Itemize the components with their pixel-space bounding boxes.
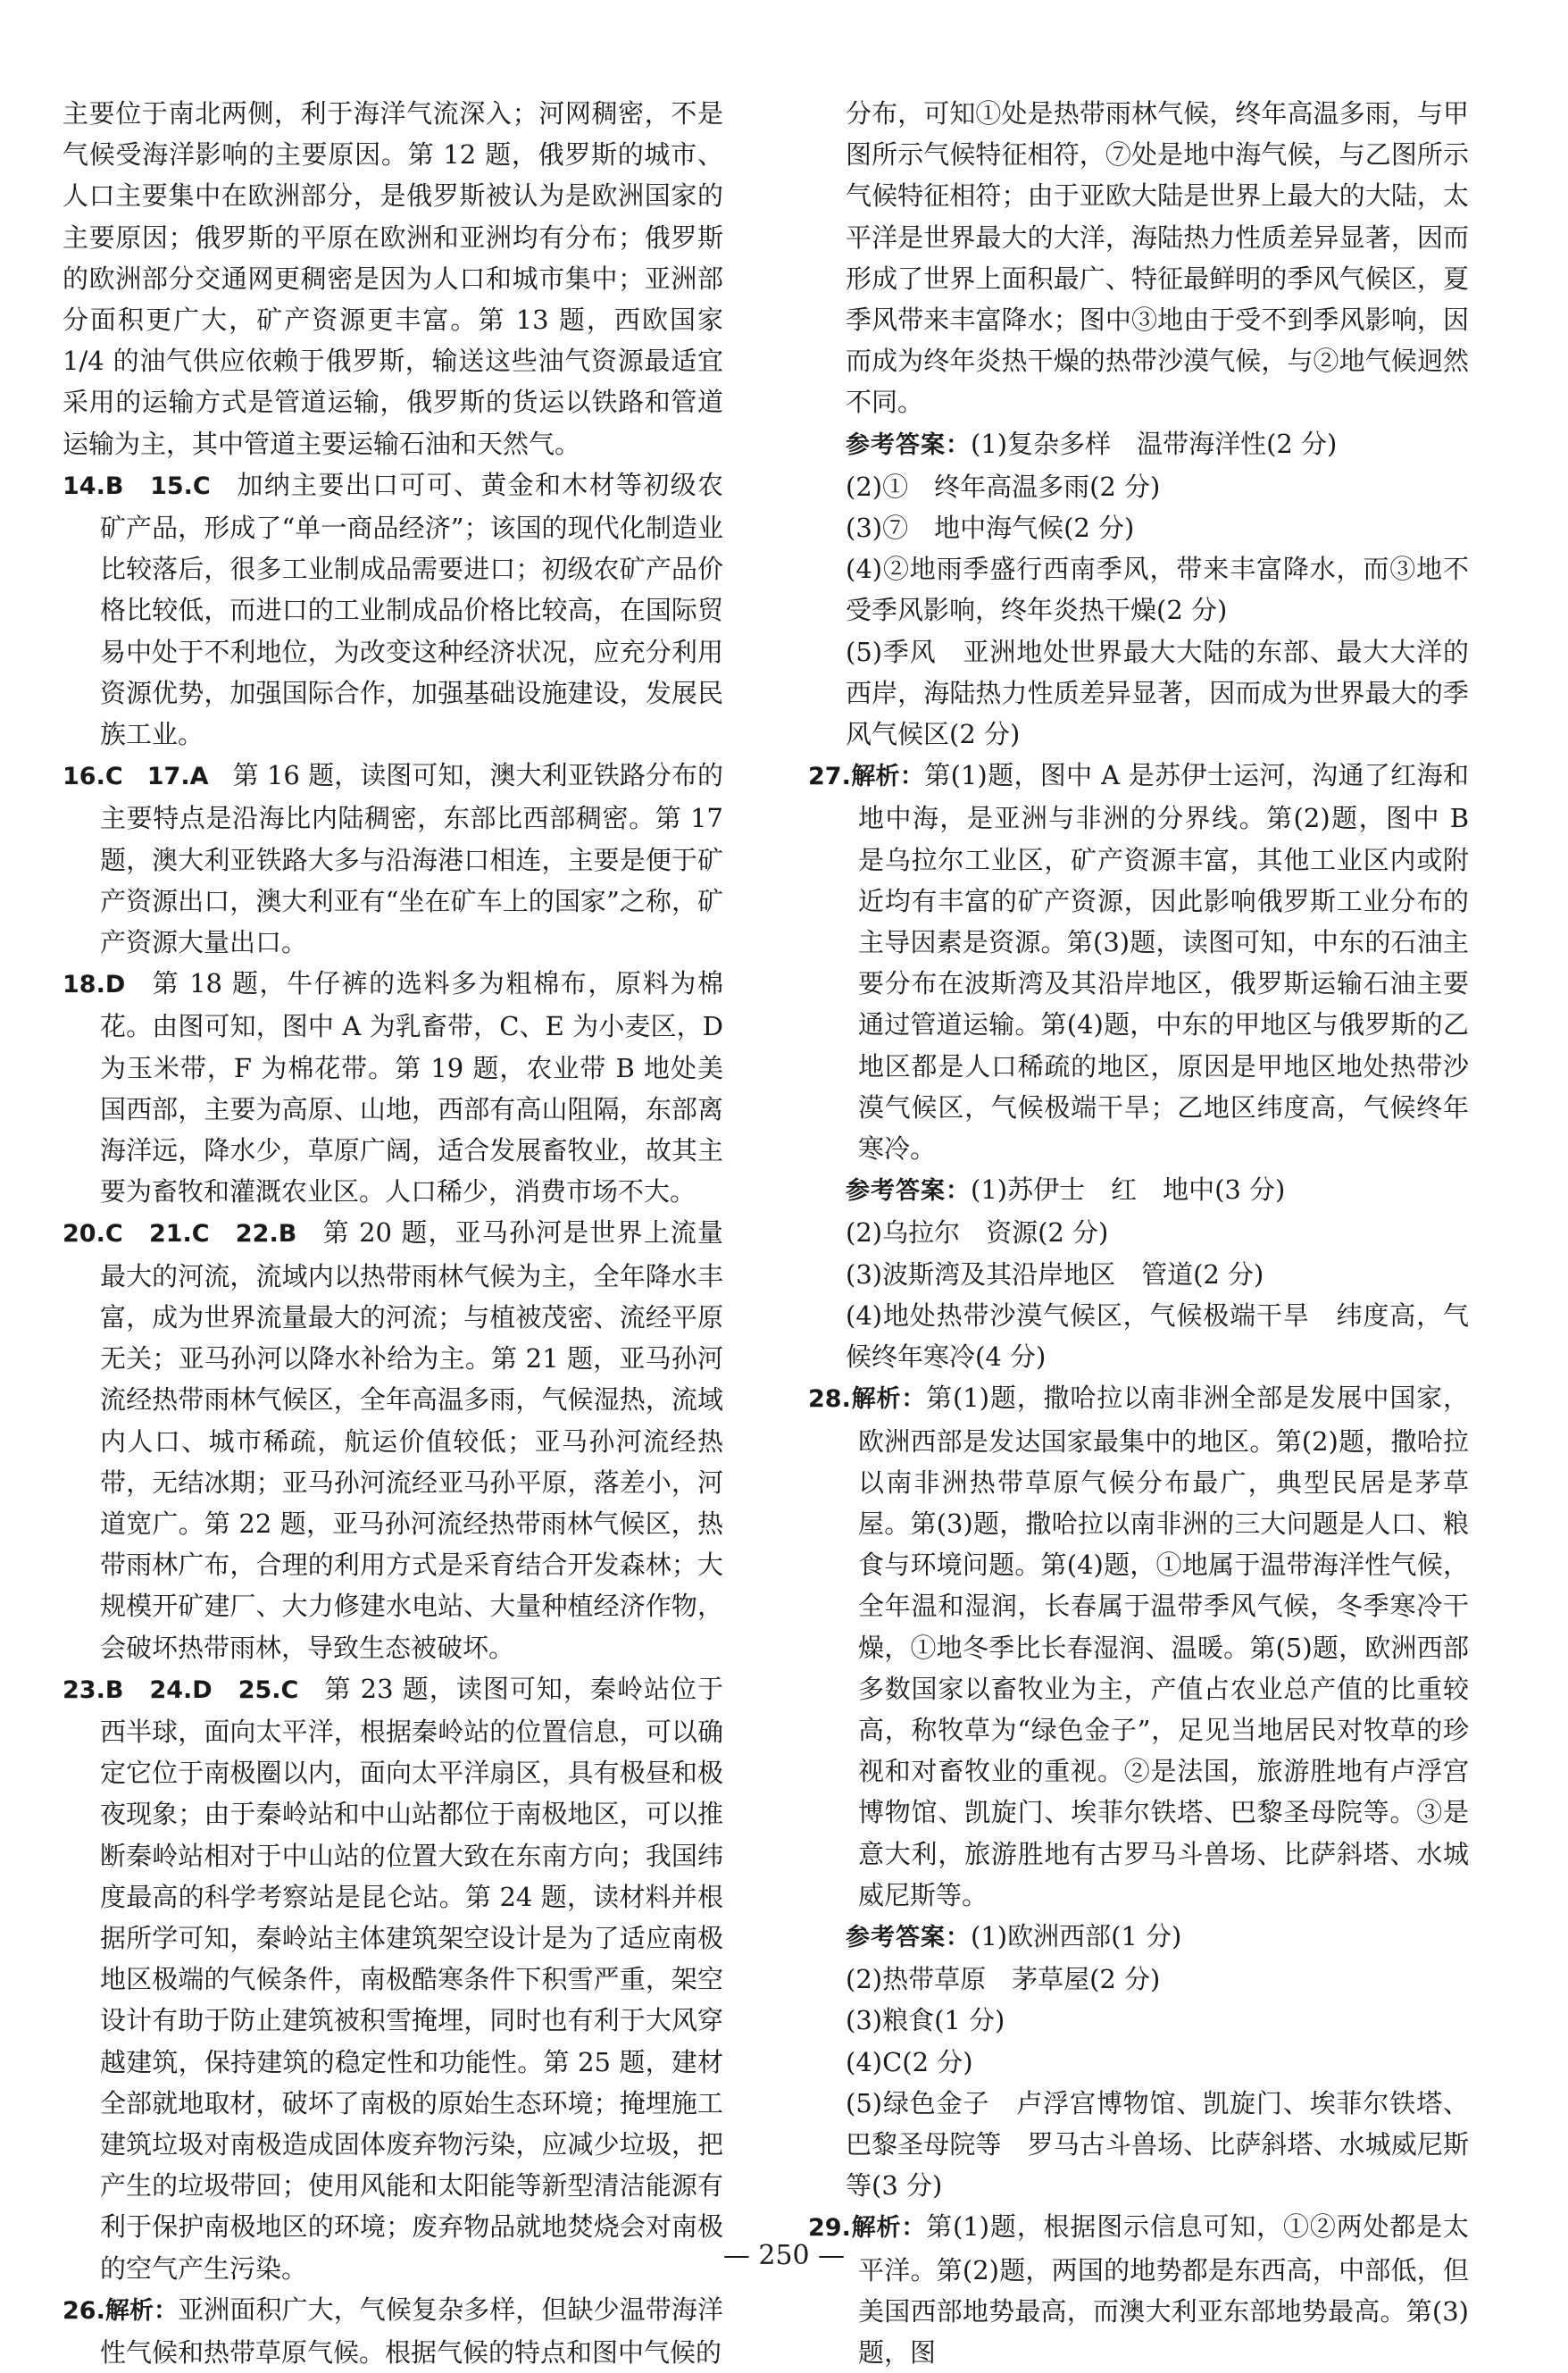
answer-14-15 bbox=[63, 464, 723, 755]
answer-27-analysis bbox=[808, 755, 1469, 1169]
answer-label: 16.C 17.A bbox=[63, 763, 233, 791]
answer-label: 18.D bbox=[63, 971, 153, 999]
answer-23-25 bbox=[63, 1668, 723, 2289]
reference-answer-item: (1)复杂多样 温带海洋性(2 分) bbox=[971, 428, 1338, 459]
answer-28-analysis bbox=[808, 1377, 1469, 1916]
answer-26-analysis bbox=[63, 2289, 723, 2373]
answer-explanation: 第 20 题，亚马孙河是世界上流量最大的河流，流域内以热带雨林气候为主，全年降水丰富，成为世界流量最大的河流；与植被茂密、流经平原无关；亚马孙河以降水补给为主。第 21 题，亚马孙河流经热带雨林气候区，全年高温多雨，气候湿热，流域内人口、城市稀疏，航运价值较低；亚马孙河流经热带，无结冰期；亚马孙河流经亚马孙平原，落差小，河道宽广。第 22 题，亚马孙河流经热带雨林气候区，热带雨林广布，合理的利用方式是采育结合开发森林；大规模开矿建厂、大力修建水电站、大量种植经济作物，会破坏热带雨林，导致生态被破坏。 bbox=[100, 1217, 723, 1663]
answer-explanation: 第 23 题，读图可知，秦岭站位于西半球，面向太平洋，根据秦岭站的位置信息，可以确定它位于南极圈以内，面向太平洋扇区，具有极昼和极夜现象；由于秦岭站和中山站都位于南极地区，可以推断秦岭站相对于中山站的位置大致在东南方向；我国纬度最高的科学考察站是昆仑站。第 24 题，读材料并根据所学可知，秦岭站主体建筑架空设计是为了适应南极地区极端的气候条件，南极酷寒条件下积雪严重，架空设计有助于防止建筑被积雪掩埋，同时也有利于大风穿越建筑，保持建筑的稳定性和功能性。第 25 题，建材全部就地取材，破坏了南极的原始生态环境；掩埋施工建筑垃圾对南极造成固体废弃物污染，应减少垃圾，把产生的垃圾带回；使用风能和太阳能等新型清洁能源有利于保护南极地区的环境；废弃物品就地焚烧会对南极的空气产生污染。 bbox=[100, 1673, 723, 2284]
answer-29-analysis bbox=[808, 2206, 1469, 2373]
analysis-text: 第(1)题，图中 A 是苏伊士运河，沟通了红海和地中海，是亚洲与非洲的分界线。第(2)题，图中 B 是乌拉尔工业区，矿产资源丰富，其他工业区内或附近均有丰富的矿产资源，因此影响俄罗斯工业分布的主导因素是资源。第(3)题，读图可知，中东的石油主要分布在波斯湾及其沿岸地区，俄罗斯运输石油主要通过管道运输。第(4)题，中东的甲地区与俄罗斯的乙地区都是人口稀疏的地区，原因是甲地区地处热带沙漠气候区，气候极端干旱；乙地区纬度高，气候终年寒冷。 bbox=[858, 760, 1469, 1165]
reference-answer-item: (4)地处热带沙漠气候区，气候极端干旱 纬度高，气候终年寒冷(4 分) bbox=[846, 1299, 1469, 1373]
answer-explanation: 加纳主要出口可可、黄金和木材等初级农矿产品，形成了“单一商品经济”；该国的现代化制造业比较落后，很多工业制成品需要进口；初级农矿产品价格比较低，而进口的工业制成品价格比较高，在国际贸易中处于不利地位，为改变这种经济状况，应充分利用资源优势，加强国际合作，加强基础设施建设，发展民族工业。 bbox=[100, 469, 723, 750]
reference-answer-label: 参考答案： bbox=[846, 1177, 971, 1206]
analysis-label: 29.解析： bbox=[808, 2214, 927, 2243]
page-number: — 250 — bbox=[722, 2240, 846, 2271]
answer-label: 20.C 21.C 22.B bbox=[63, 1220, 323, 1249]
q26-reference-heading bbox=[808, 423, 1469, 466]
analysis-text: 第(1)题，根据图示信息可知，①②两处都是太平洋。第(2)题，两国的地势都是东西高，中部低，但美国西部地势最高，而澳大利亚东部地势最高。第(3)题，图 bbox=[858, 2211, 1469, 2368]
reference-answer-item: (2)① 终年高温多雨(2 分) bbox=[846, 471, 1161, 502]
answer-20-22 bbox=[63, 1212, 723, 1667]
reference-answer-label: 参考答案： bbox=[846, 1923, 971, 1951]
analysis-label: 27.解析： bbox=[808, 763, 925, 791]
analysis-text: 第(1)题，撒哈拉以南非洲全部是发展中国家，欧洲西部是发达国家最集中的地区。第(2)题，撒哈拉以南非洲热带草原气候分布最广，典型民居是茅草屋。第(3)题，撒哈拉以南非洲的三大问题是人口、粮食与环境问题。第(4)题，①地属于温带海洋性气候，全年温和湿润，长春属于温带季风气候，冬季寒冷干燥，①地冬季比长春湿润、温暖。第(5)题，欧洲西部多数国家以畜牧业为主，产值占农业总产值的比重较高，称牧草为“绿色金子”，足见当地居民对牧草的珍视和对畜牧业的重视。②是法国，旅游胜地有卢浮宫博物馆、凯旋门、埃菲尔铁塔、巴黎圣母院等。③是意大利，旅游胜地有古罗马斗兽场、比萨斜塔、水城威尼斯等。 bbox=[858, 1383, 1469, 1910]
left-continuation-paragraph: 主要位于南北两侧，利于海洋气流深入；河网稠密，不是气候受海洋影响的主要原因。第 12 题，俄罗斯的城市、人口主要集中在欧洲部分，是俄罗斯被认为是欧洲国家的主要原因；俄罗斯的平原在欧洲和亚洲均有分布；俄罗斯的欧洲部分交通网更稠密是因为人口和城市集中；亚洲部分面积更广大，矿产资源更丰富。第 13 题，西欧国家 1/4 的油气供应依赖于俄罗斯，输送这些油气资源最适宜采用的运输方式是管道运输，俄罗斯的货运以铁路和管道运输为主，其中管道主要运输石油和天然气。 bbox=[63, 98, 723, 459]
reference-answer-item: (1)欧洲西部(1 分) bbox=[971, 1920, 1182, 1951]
reference-answer-item: (4)②地雨季盛行西南季风，带来丰富降水，而③地不受季风影响，终年炎热干燥(2 分) bbox=[846, 554, 1469, 626]
analysis-label: 26.解析： bbox=[63, 2296, 179, 2325]
q27-reference-heading bbox=[808, 1169, 1469, 1212]
reference-answer-label: 参考答案： bbox=[846, 430, 971, 459]
answer-label: 23.B 24.D 25.C bbox=[63, 1675, 325, 1704]
analysis-text: 亚洲面积广大，气候复杂多样，但缺少温带海洋性气候和热带草原气候。根据气候的特点和图中气候的 bbox=[100, 2294, 723, 2368]
reference-answer-item: (2)热带草原 茅草屋(2 分) bbox=[846, 1964, 1161, 1995]
answer-16-17 bbox=[63, 755, 723, 963]
answer-18-19 bbox=[63, 963, 723, 1212]
reference-answer-item: (3)波斯湾及其沿岸地区 管道(2 分) bbox=[846, 1258, 1264, 1290]
answer-explanation: 第 16 题，读图可知，澳大利亚铁路分布的主要特点是沿海比内陆稠密，东部比西部稠密。第 17 题，澳大利亚铁路大多与沿海港口相连，主要是便于矿产资源出口，澳大利亚有“坐在矿车上的国家”之称，矿产资源大量出口。 bbox=[100, 760, 723, 958]
reference-answer-item: (4)C(2 分) bbox=[846, 2046, 973, 2077]
reference-answer-item: (5)绿色金子 卢浮宫博物馆、凯旋门、埃菲尔铁塔、巴黎圣母院等 罗马古斗兽场、比萨斜塔、水城威尼斯等(3 分) bbox=[846, 2087, 1469, 2202]
left-column bbox=[63, 93, 723, 2373]
reference-answer-item: (3)⑦ 地中海气候(2 分) bbox=[846, 513, 1135, 544]
answer-label: 14.B 15.C bbox=[63, 472, 238, 500]
answer-explanation: 第 18 题，牛仔裤的选料多为粗棉布，原料为棉花。由图可知，图中 A 为乳畜带，C、E 为小麦区，D 为玉米带，F 为棉花带。第 19 题，农业带 B 地处美国西部，主要为高原、山地，西部有高山阻隔，东部离海洋远，降水少，草原广阔，适合发展畜牧业，故其主要为畜牧和灌溉农业区。人口稀少，消费市场不大。 bbox=[100, 968, 723, 1207]
right-column bbox=[808, 93, 1469, 2373]
reference-answer-item: (1)苏伊士 红 地中(3 分) bbox=[971, 1174, 1286, 1206]
q28-reference-heading bbox=[808, 1916, 1469, 1959]
reference-answer-item: (3)粮食(1 分) bbox=[846, 2005, 1005, 2036]
q26-continuation-paragraph: 分布，可知①处是热带雨林气候，终年高温多雨，与甲图所示气候特征相符，⑦处是地中海气候，与乙图所示气候特征相符；由于亚欧大陆是世界上最大的大陆，太平洋是世界最大的大洋，海陆热力性质差异显著，因而形成了世界上面积最广、特征最鲜明的季风气候区，夏季风带来丰富降水；图中③地由于受不到季风影响，因而成为终年炎热干燥的热带沙漠气候，与②地气候迥然不同。 bbox=[846, 98, 1469, 418]
analysis-label: 28.解析： bbox=[808, 1385, 927, 1414]
reference-answer-item: (5)季风 亚洲地处世界最大大陆的东部、最大大洋的西岸，海陆热力性质差异显著，因而成为世界最大的季风气候区(2 分) bbox=[846, 636, 1469, 750]
reference-answer-item: (2)乌拉尔 资源(2 分) bbox=[846, 1217, 1109, 1249]
